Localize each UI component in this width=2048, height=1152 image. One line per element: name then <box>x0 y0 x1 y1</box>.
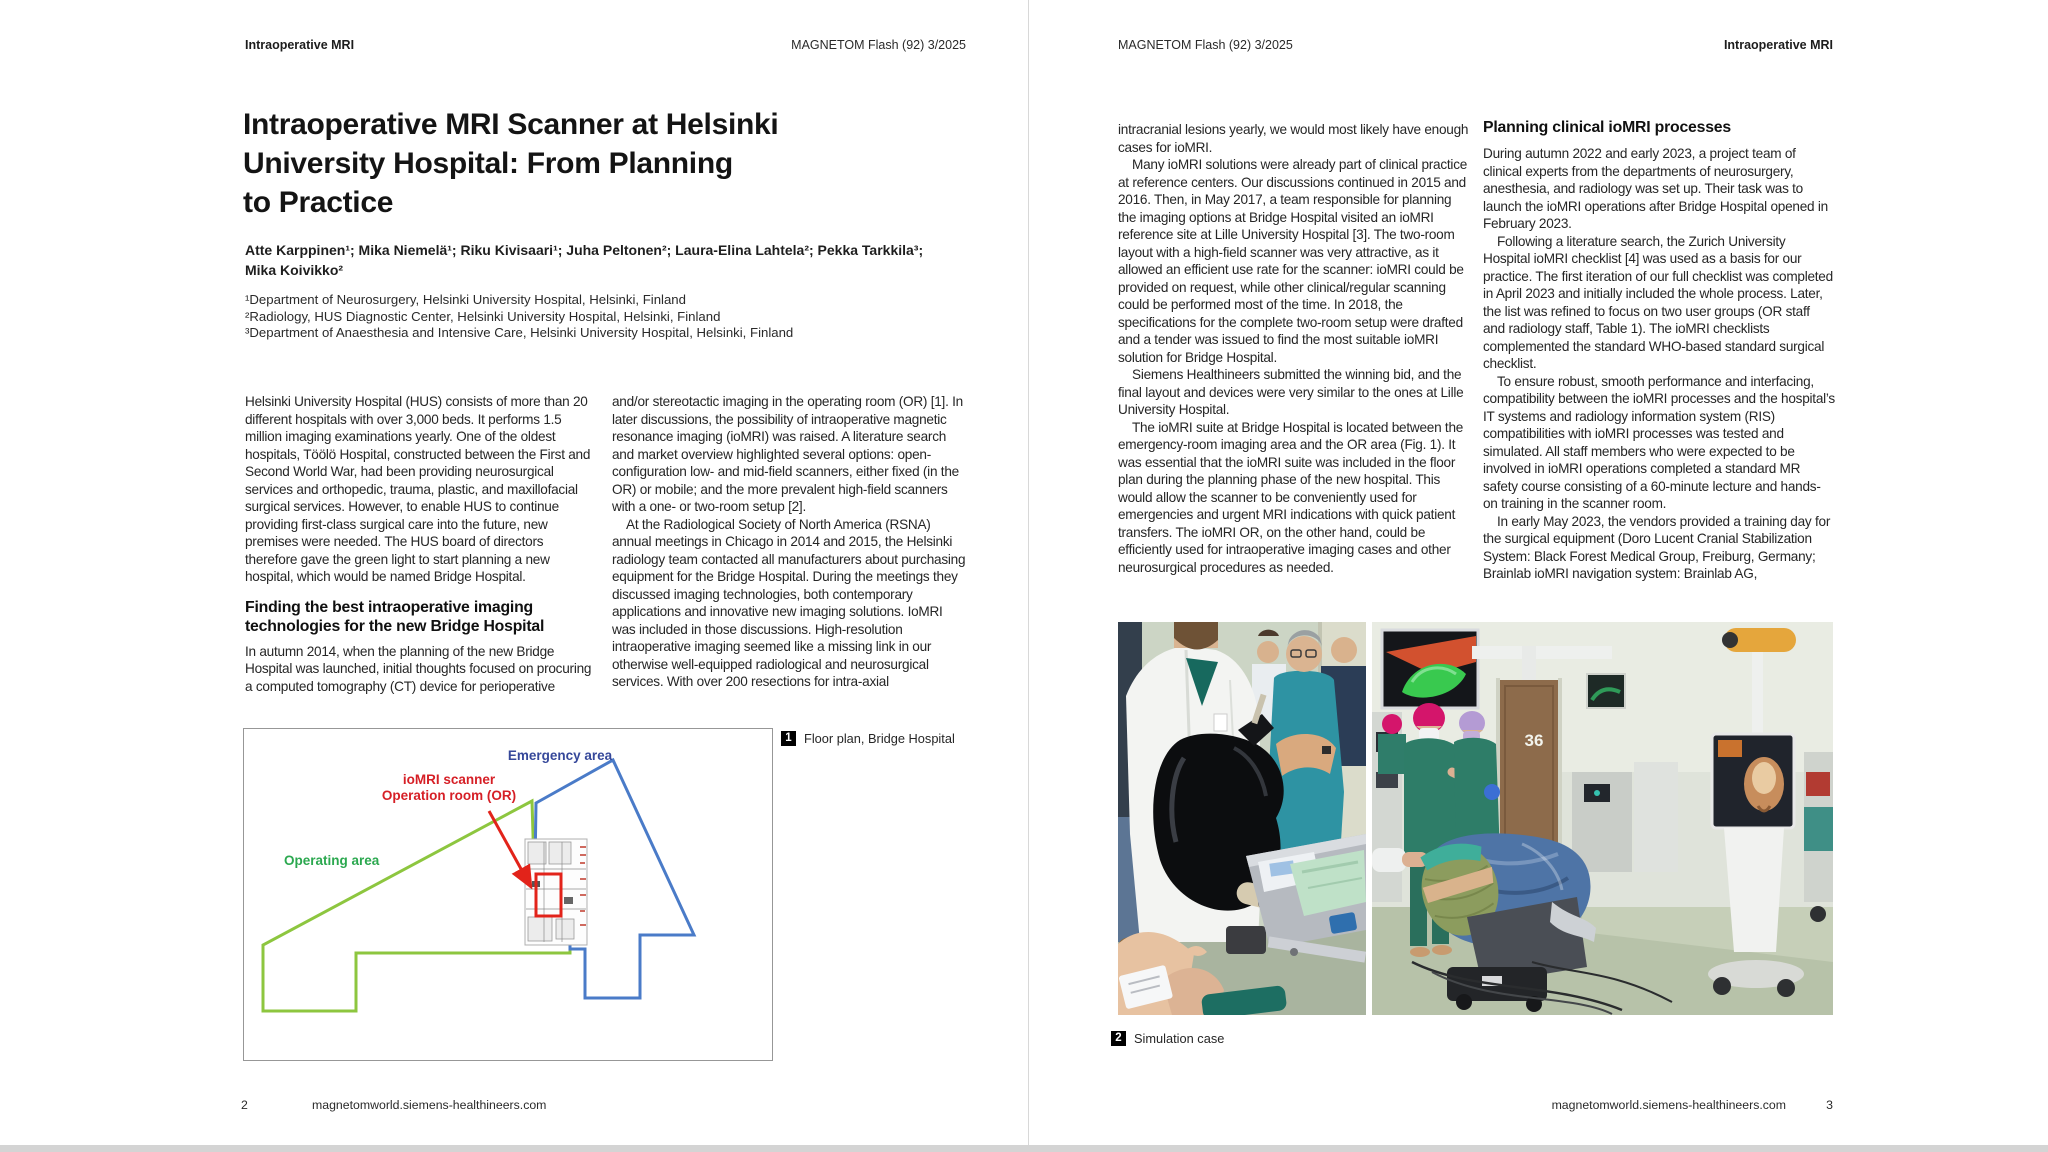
running-head-left: Intraoperative MRI <box>245 38 355 52</box>
journal-reference-left: MAGNETOM Flash (92) 3/2025 <box>791 38 966 52</box>
affiliations <box>245 292 793 342</box>
figure1-badge: 1 <box>781 731 796 746</box>
floorplan-detail-cluster <box>525 839 587 945</box>
body-paragraph: Siemens Healthineers submitted the winning bid, and the final layout and devices were very similar to the ones at Lille University Hospital. <box>1118 367 1464 417</box>
affiliation-line: ³Department of Anaesthesia and Intensive Care, Helsinki University Hospital, Helsinki, Finland <box>245 325 794 340</box>
journal-reference-right: MAGNETOM Flash (92) 3/2025 <box>1118 38 1293 52</box>
right-page-column-1 <box>1118 121 1470 576</box>
footer-url-right[interactable]: magnetomworld.siemens-healthineers.com <box>1551 1098 1786 1112</box>
operating-area-label: Operating area <box>284 853 380 868</box>
photo-clamp-illustration <box>1118 622 1366 1015</box>
section-heading: Finding the best intraoperative imaging technologies for the new Bridge Hospital <box>245 598 545 635</box>
figure1-caption <box>781 731 1021 746</box>
section-heading: Planning clinical ioMRI processes <box>1483 119 1731 136</box>
affiliation-line: ²Radiology, HUS Diagnostic Center, Helsinki University Hospital, Helsinki, Finland <box>245 308 721 324</box>
article-title-line: Intraoperative MRI Scanner at Helsinki <box>243 108 779 141</box>
photo-simulation-clamp <box>1118 622 1366 1015</box>
article-title-line: to Practice <box>243 186 394 219</box>
body-paragraph: intracranial lesions yearly, we would most likely have enough cases for ioMRI. <box>1118 122 1469 155</box>
footer-url-left[interactable]: magnetomworld.siemens-healthineers.com <box>312 1098 547 1112</box>
body-paragraph: At the Radiological Society of North America (RSNA) annual meetings in Chicago in 2014 and 2015, the Helsinki radiology team contacted all manufacturers about purchasing equipment for the Bridge Hospital. During the meetings they discussed imaging technologies, both contemporary applications and innovative new imaging solutions. IoMRI was included in those discussions. High-resolution intraoperative imaging seemed like a missing link in our otherwise well-equipped radiological and neurosurgical services. With over 200 resections for intra-axial <box>612 516 966 689</box>
body-paragraph: Helsinki University Hospital (HUS) consists of more than 20 different hospitals with over 3,000 beds. It performs 1.5 million imaging examinations yearly. One of the oldest hospitals, Töölö Hospital, constructed between the First and Second World War, had been providing neurosurgical services and orthopedic, trauma, plastic, and maxillofacial surgical services. However, to enable HUS to continue providing first-class surgical care into the future, new premises were needed. The HUS board of directors therefore gave the green light to start planning a new hospital, which would be named Bridge Hospital. <box>245 394 591 584</box>
affiliation-line: ¹Department of Neurosurgery, Helsinki University Hospital, Helsinki, Finland <box>245 292 686 307</box>
figure2-badge: 2 <box>1111 1031 1126 1046</box>
photo-simulation-or <box>1372 622 1833 1015</box>
running-head-right: Intraoperative MRI <box>1723 38 1833 52</box>
article-title-line: University Hospital: From Planning <box>243 147 733 180</box>
door-number-label: 36 <box>1524 731 1544 750</box>
figure1-caption-text: Floor plan, Bridge Hospital <box>804 731 955 746</box>
figure2-caption-text: Simulation case <box>1134 1031 1225 1046</box>
body-paragraph: To ensure robust, smooth performance and interfacing, compatibility between the ioMRI processes and the hospital’s IT systems and radiology information system (RIS) compatibilities with ioMRI processes was tested and simulated. All staff members who were expected to be involved in ioMRI operations completed a standard MR safety course consisting of a 60-minute lecture and hands-on training in the scanner room. <box>1483 373 1835 511</box>
clinician-pink-cap-partial <box>1378 714 1406 774</box>
author-line: Mika Koivikko² <box>245 261 344 278</box>
viewport-bottom-strip <box>0 1145 2048 1152</box>
left-page-column-2 <box>612 393 966 691</box>
body-paragraph: In autumn 2014, when the planning of the new Bridge Hospital was launched, initial thoughts focused on procuring a computed tomography (CT) device for perioperative <box>245 643 592 694</box>
page-gutter-divider <box>1028 0 1029 1145</box>
body-paragraph: Following a literature search, the Zurich University Hospital ioMRI checklist [4] was used as a basis for our practice. The first iteration of our full checklist was completed in April 2023 and initially included the whole process. Later, the list was refined to focus on two user groups (OR staff and radiology staff, Table 1). The ioMRI checklists complemented the standard WHO-based standard surgical checklist. <box>1483 233 1833 371</box>
right-page-column-2 <box>1483 118 1835 583</box>
body-paragraph: In early May 2023, the vendors provided a training day for the surgical equipment (Doro Lucent Cranial Stabilization System: Black Forest Medical Group, Freiburg, Germany; Brainlab ioMRI navigation system: Brainlab AG, <box>1483 513 1831 581</box>
author-list <box>245 241 923 280</box>
footer-page-number-right: 3 <box>1826 1098 1833 1112</box>
author-line: Atte Karppinen¹; Mika Niemelä¹; Riku Kivisaari¹; Juha Peltonen²; Laura-Elina Lahtela²; Pekka Tarkkila³; <box>245 242 924 258</box>
floorplan-drawing <box>244 729 772 1060</box>
body-paragraph: The ioMRI suite at Bridge Hospital is located between the emergency-room imaging area and the OR area (Fig. 1). It was essential that the ioMRI suite was included in the floor plan during the planning phase of the new hospital. This would allow the scanner to be conveniently used for emergencies and urgent MRI indications with quick patient transfers. The ioMRI OR, on the other hand, could be efficiently used for intraoperative imaging cases and other neurosurgical procedures as needed. <box>1118 419 1464 575</box>
emergency-area-label: Emergency area <box>507 748 613 763</box>
photo-or-illustration <box>1372 622 1833 1015</box>
footer-page-number-left: 2 <box>241 1098 248 1112</box>
body-paragraph: and/or stereotactic imaging in the operating room (OR) [1]. In later discussions, the possibility of intraoperative magnetic resonance imaging (ioMRI) was raised. A literature search and market overview highlighted several options: open-configuration low- and mid-field scanners, either fixed (in the OR) or mobile; and the more prevalent high-field scanners with a one- or two-room setup [2]. <box>612 394 963 514</box>
iomri-label-line2: Operation room (OR) <box>381 788 517 803</box>
body-paragraph: Many ioMRI solutions were already part of clinical practice at reference centers. Our discussions continued in 2015 and 2016. Then, in May 2017, a team responsible for planning the imaging options at Bridge Hospital visited an ioMRI reference site at Lille University Hospital [3]. The two-room layout with a high-field scanner was very attractive, as it allowed an efficient use rate for the scanner: ioMRI could be provided on request, while other clinical/regular scanning could be performed most of the time. In 2018, the specifications for the complete two-room setup were drafted and a tender was issued to find the most suitable ioMRI solution for Bridge Hospital. <box>1118 157 1468 365</box>
article-title <box>243 105 963 222</box>
left-page-column-1 <box>245 393 597 695</box>
iomri-label-line1: ioMRI scanner <box>402 772 496 787</box>
figure2-caption <box>1111 1031 1371 1046</box>
body-paragraph: During autumn 2022 and early 2023, a project team of clinical experts from the departments of neurosurgery, anesthesia, and radiology was set up. Their task was to launch the ioMRI operations after Bridge Hospital opened in February 2023. <box>1483 146 1828 231</box>
far-right-equipment <box>1804 752 1833 922</box>
figure-floorplan <box>243 728 773 1061</box>
